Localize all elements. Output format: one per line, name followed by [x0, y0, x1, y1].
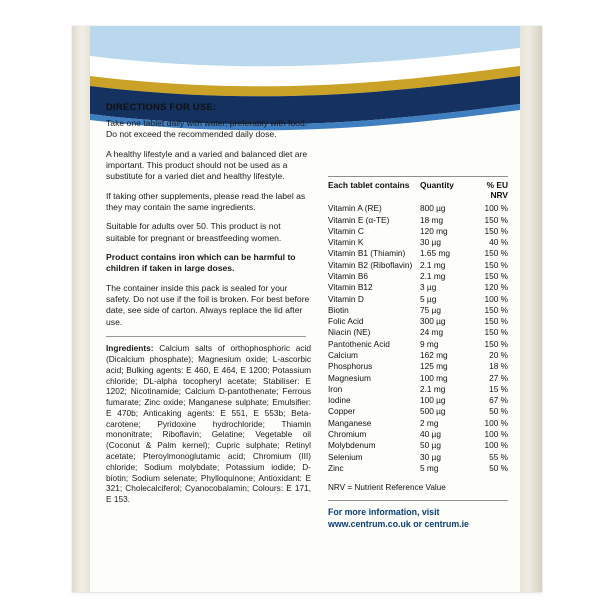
- nutrient-name: Selenium: [328, 451, 363, 462]
- nutrient-quantity: 125 mg: [420, 361, 448, 372]
- nutrient-quantity: 120 mg: [420, 225, 448, 236]
- nutrient-nrv: 67 %: [489, 395, 508, 406]
- nutrient-quantity: 2.1 mg: [420, 271, 446, 281]
- nutrient-quantity: 100 mg: [420, 372, 448, 383]
- nutrient-name: Iodine: [328, 395, 351, 406]
- nutrition-row: [328, 271, 508, 282]
- nutrition-header-nrv-line2: NRV: [490, 189, 508, 200]
- nutrient-nrv: 100 %: [484, 293, 508, 304]
- nrv-footnote: NRV = Nutrient Reference Value: [328, 483, 446, 493]
- nutrient-nrv: 150 %: [484, 316, 508, 327]
- nutrition-header-quantity: Quantity: [420, 180, 454, 190]
- nutrient-quantity: 100 µg: [420, 395, 446, 406]
- nutrient-name: Biotin: [328, 304, 349, 315]
- nutrient-name: Chromium: [328, 428, 367, 439]
- nutrient-name: Vitamin A (RE): [328, 203, 382, 214]
- nutrient-name: Niacin (NE): [328, 327, 371, 338]
- nutrient-quantity: 5 mg: [420, 462, 439, 473]
- nutrient-nrv: 27 %: [489, 372, 508, 383]
- ingredients-label: Ingredients:: [106, 343, 154, 354]
- nutrient-name: Vitamin B6: [328, 271, 368, 281]
- directions-paragraph-4: Suitable for adults over 50. This product is not suitable for pregnant or breastfeeding women.: [106, 221, 282, 243]
- nutrient-quantity: 40 µg: [420, 428, 441, 439]
- nutrition-row: [328, 260, 508, 271]
- nutrition-row: [328, 440, 508, 451]
- nutrition-row: [328, 203, 508, 214]
- nutrition-row: [328, 384, 508, 395]
- nutrition-header-nrv: [468, 181, 508, 200]
- more-info-line1: For more information, visit: [328, 507, 440, 518]
- nutrient-quantity: 3 µg: [420, 282, 437, 293]
- nutrient-quantity: 2 mg: [420, 417, 439, 428]
- nutrition-row: [328, 395, 508, 406]
- nutrition-row: [328, 452, 508, 463]
- nutrient-nrv: 150 %: [484, 327, 508, 338]
- nutrient-quantity: 2.1 mg: [420, 259, 446, 270]
- nutrition-bottom-divider: [328, 500, 508, 501]
- nutrition-row: [328, 429, 508, 440]
- nutrition-row: [328, 373, 508, 384]
- nutrition-row: [328, 248, 508, 259]
- nutrient-quantity: 18 mg: [420, 214, 444, 225]
- directions-paragraph-1: Take one tablet daily with water, preferably with food. Do not exceed the recommended daily dose.: [106, 118, 308, 140]
- nutrient-quantity: 50 µg: [420, 440, 441, 451]
- nutrition-column: [328, 176, 508, 531]
- nutrient-nrv: 15 %: [489, 383, 508, 394]
- nutrition-table-header: [328, 181, 508, 200]
- ingredients-block: [106, 343, 311, 505]
- nutrient-nrv: 50 %: [489, 462, 508, 473]
- nutrition-header-nrv-line1: % EU: [486, 180, 508, 190]
- nutrient-nrv: 100 %: [484, 203, 508, 214]
- nutrition-table-body: [328, 203, 508, 474]
- nutrient-name: Vitamin K: [328, 237, 364, 248]
- nutrient-nrv: 100 %: [484, 440, 508, 451]
- nutrient-name: Vitamin D: [328, 293, 364, 304]
- nutrient-name: Manganese: [328, 417, 372, 428]
- nutrition-row: [328, 350, 508, 361]
- iron-warning-text: Product contains iron which can be harmful to children if taken in large doses.: [106, 252, 296, 274]
- nutrition-row: [328, 418, 508, 429]
- nutrient-nrv: 150 %: [484, 259, 508, 270]
- nutrient-name: Calcium: [328, 349, 358, 360]
- nutrient-quantity: 2.1 mg: [420, 383, 446, 394]
- nutrient-quantity: 500 µg: [420, 406, 446, 417]
- nutrient-name: Vitamin E (α-TE): [328, 214, 390, 225]
- nutrition-row: [328, 339, 508, 350]
- product-carton: [72, 26, 542, 592]
- nutrition-row: [328, 361, 508, 372]
- directions-heading: DIRECTIONS FOR USE:: [106, 102, 217, 113]
- nutrition-row: [328, 305, 508, 316]
- nutrient-nrv: 150 %: [484, 271, 508, 281]
- nutrition-row: [328, 237, 508, 248]
- nutrition-row: [328, 406, 508, 417]
- nutrient-nrv: 50 %: [489, 406, 508, 417]
- nutrition-row: [328, 316, 508, 327]
- nutrient-nrv: 100 %: [484, 428, 508, 439]
- nutrition-row: [328, 282, 508, 293]
- nutrient-quantity: 24 mg: [420, 327, 444, 338]
- directions-paragraph-2: A healthy lifestyle and a varied and balanced diet are important. This product should not be used as a substitute for a varied diet and healthy lifestyle.: [106, 148, 308, 182]
- nutrient-name: Zinc: [328, 462, 344, 473]
- nutrient-name: Magnesium: [328, 372, 371, 383]
- nutrient-name: Molybdenum: [328, 440, 376, 451]
- nutrition-row: [328, 215, 508, 226]
- nutrient-nrv: 150 %: [484, 304, 508, 315]
- nutrient-name: Pantothenic Acid: [328, 338, 390, 349]
- nutrient-nrv: 100 %: [484, 417, 508, 428]
- nutrient-quantity: 30 µg: [420, 237, 441, 248]
- nutrient-nrv: 150 %: [484, 248, 508, 259]
- nutrient-name: Copper: [328, 406, 356, 417]
- nutrient-name: Vitamin B2 (Riboflavin): [328, 259, 413, 270]
- directions-column: [106, 102, 311, 505]
- ingredients-divider: [106, 336, 306, 337]
- directions-paragraph-3: If taking other supplements, please read the label as they may contain the same ingredients.: [106, 190, 306, 213]
- nutrient-nrv: 55 %: [489, 451, 508, 462]
- seal-safety-text: The container inside this pack is sealed for your safety. Do not use if the foil is broken. For best before date, see side of carton. Always replace the lid after use.: [106, 282, 310, 327]
- nutrient-quantity: 5 µg: [420, 293, 437, 304]
- nutrient-name: Phosphorus: [328, 361, 373, 372]
- nutrient-quantity: 800 µg: [420, 203, 446, 214]
- nutrient-quantity: 162 mg: [420, 349, 448, 360]
- nutrient-name: Vitamin B1 (Thiamin): [328, 248, 406, 259]
- carton-left-flap: [72, 26, 91, 592]
- nutrition-row: [328, 226, 508, 237]
- nutrient-name: Vitamin B12: [328, 282, 373, 293]
- nutrition-row: [328, 463, 508, 474]
- nutrition-top-divider: [328, 176, 508, 177]
- more-info-website[interactable]: www.centrum.co.uk or centrum.ie: [328, 518, 469, 529]
- carton-front-panel: [90, 26, 520, 592]
- nutrient-quantity: 9 mg: [420, 338, 439, 349]
- nutrient-nrv: 18 %: [489, 361, 508, 372]
- nutrient-nrv: 20 %: [489, 349, 508, 360]
- nutrient-name: Iron: [328, 383, 343, 394]
- nutrient-nrv: 40 %: [489, 237, 508, 248]
- nutrient-nrv: 150 %: [484, 225, 508, 236]
- nutrition-row: [328, 327, 508, 338]
- nutrient-quantity: 75 µg: [420, 304, 441, 315]
- more-information-block: [328, 507, 508, 531]
- ingredients-text: Calcium salts of orthophosphoric acid (Dicalcium phosphate); Magnesium oxide; L-ascorbic acid; Bulking agents: E 460, E 464, E 1200; Potassium chloride; DL-alpha tocopheryl acetate; Stabiliser: E 1202; Nicotinamide; Calcium D-pantothenate; Ferrous fumarate; Zinc oxide; Manganese sulphate; Emulsifier: E 470b; Anticaking agents: E 551, E 553b; Beta-carotene; Pyridoxine hydrochloride; Thiamin mononitrate; Riboflavin; Gelatine; Vegetable oil (Coconut & Palm kernel); Cupric sulphate; Retinyl acetate; Pteroylmonoglutamic acid; Chromium (III) chloride; Sodium molybdate; Potassium iodide; D-biotin; Sodium selenate; Phylloquinone; Antioxidant: E 321; Cholecalciferol; Cyanocobalamin; Colours: E 171, E 153.: [106, 343, 312, 505]
- nutrition-header-name: Each tablet contains: [328, 180, 410, 190]
- nutrient-quantity: 30 µg: [420, 451, 441, 462]
- nutrient-name: Folic Acid: [328, 316, 364, 327]
- nutrient-quantity: 1.65 mg: [420, 248, 450, 259]
- nutrient-nrv: 150 %: [484, 214, 508, 225]
- nutrient-nrv: 120 %: [484, 282, 508, 293]
- nutrition-row: [328, 294, 508, 305]
- nutrient-quantity: 300 µg: [420, 316, 446, 327]
- nutrient-name: Vitamin C: [328, 225, 364, 236]
- nutrient-nrv: 150 %: [484, 338, 508, 349]
